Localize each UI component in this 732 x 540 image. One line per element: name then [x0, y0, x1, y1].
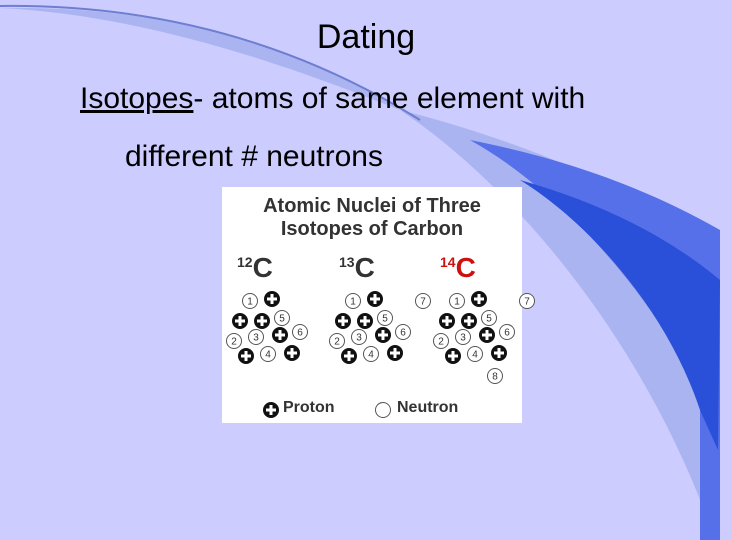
svg-text:7: 7: [420, 296, 426, 308]
proton-3-2: [439, 313, 455, 329]
svg-text:2: 2: [438, 336, 444, 348]
mass-number: 14: [440, 254, 456, 270]
definition-line-1: [80, 82, 585, 116]
isotope-figure: [222, 187, 530, 423]
svg-text:7: 7: [524, 296, 530, 308]
element-symbol: C: [354, 252, 375, 283]
svg-text:4: 4: [368, 349, 374, 361]
neutron-2-5: [378, 311, 393, 326]
figure-title-line-2: Isotopes of Carbon: [280, 218, 464, 240]
proton-1-4: [272, 327, 288, 343]
neutron-2-2: [330, 334, 345, 349]
svg-text:8: 8: [492, 371, 498, 383]
neutron-3-8: [488, 369, 503, 384]
svg-text:2: 2: [334, 336, 340, 348]
mass-number: 12: [237, 254, 253, 270]
proton-3-4: [479, 327, 495, 343]
proton-2-5: [341, 348, 357, 364]
svg-text:1: 1: [247, 296, 253, 308]
legend-neutron-icon: [374, 401, 392, 419]
svg-text:5: 5: [382, 313, 388, 325]
svg-text:3: 3: [356, 332, 362, 344]
element-symbol: C: [252, 252, 273, 283]
neutron-1-5: [275, 311, 290, 326]
neutron-3-4: [468, 347, 483, 362]
neutron-1-3: [249, 330, 264, 345]
svg-text:4: 4: [472, 349, 478, 361]
proton-2-4: [375, 327, 391, 343]
proton-1-1: [264, 291, 280, 307]
svg-text:6: 6: [400, 327, 406, 339]
neutron-2-3: [352, 330, 367, 345]
neutron-3-3: [456, 330, 471, 345]
proton-1-6: [284, 345, 300, 361]
svg-text:6: 6: [297, 327, 303, 339]
definition-text-1: - atoms of same element with: [193, 82, 586, 115]
proton-1-2: [232, 313, 248, 329]
definition-line-2: different # neutrons: [125, 140, 383, 173]
svg-text:3: 3: [253, 332, 259, 344]
proton-1-5: [238, 348, 254, 364]
neutron-1-4: [261, 347, 276, 362]
slide-title: Dating: [316, 18, 416, 56]
neutron-3-5: [482, 311, 497, 326]
proton-2-2: [335, 313, 351, 329]
proton-2-1: [367, 291, 383, 307]
proton-2-3: [357, 313, 373, 329]
svg-text:5: 5: [486, 313, 492, 325]
proton-3-5: [445, 348, 461, 364]
neutron-3-1: [450, 294, 465, 309]
neutron-2-6: [396, 325, 411, 340]
svg-text:3: 3: [460, 332, 466, 344]
svg-text:1: 1: [350, 296, 356, 308]
proton-3-3: [461, 313, 477, 329]
term-isotopes: Isotopes: [80, 82, 194, 115]
legend-neutron-label: Neutron: [397, 399, 459, 416]
neutron-3-6: [500, 325, 515, 340]
svg-text:6: 6: [504, 327, 510, 339]
proton-2-6: [387, 345, 403, 361]
neutron-2-1: [346, 294, 361, 309]
neutron-3-2: [434, 334, 449, 349]
neutron-2-7: [416, 294, 431, 309]
proton-3-6: [491, 345, 507, 361]
neutron-2-4: [364, 347, 379, 362]
svg-text:5: 5: [279, 313, 285, 325]
svg-text:1: 1: [454, 296, 460, 308]
legend-proton-label: Proton: [283, 399, 335, 416]
neutron-1-1: [243, 294, 258, 309]
neutron-1-6: [293, 325, 308, 340]
proton-1-3: [254, 313, 270, 329]
element-symbol: C: [455, 252, 476, 283]
figure-title-line-1: Atomic Nuclei of Three: [263, 195, 481, 217]
proton-3-1: [471, 291, 487, 307]
nuclei-diagram: [222, 187, 530, 423]
neutron-3-7: [520, 294, 535, 309]
neutron-1-2: [227, 334, 242, 349]
svg-text:2: 2: [231, 336, 237, 348]
svg-text:4: 4: [265, 349, 271, 361]
mass-number: 13: [339, 254, 355, 270]
legend-proton-icon: [262, 401, 280, 419]
